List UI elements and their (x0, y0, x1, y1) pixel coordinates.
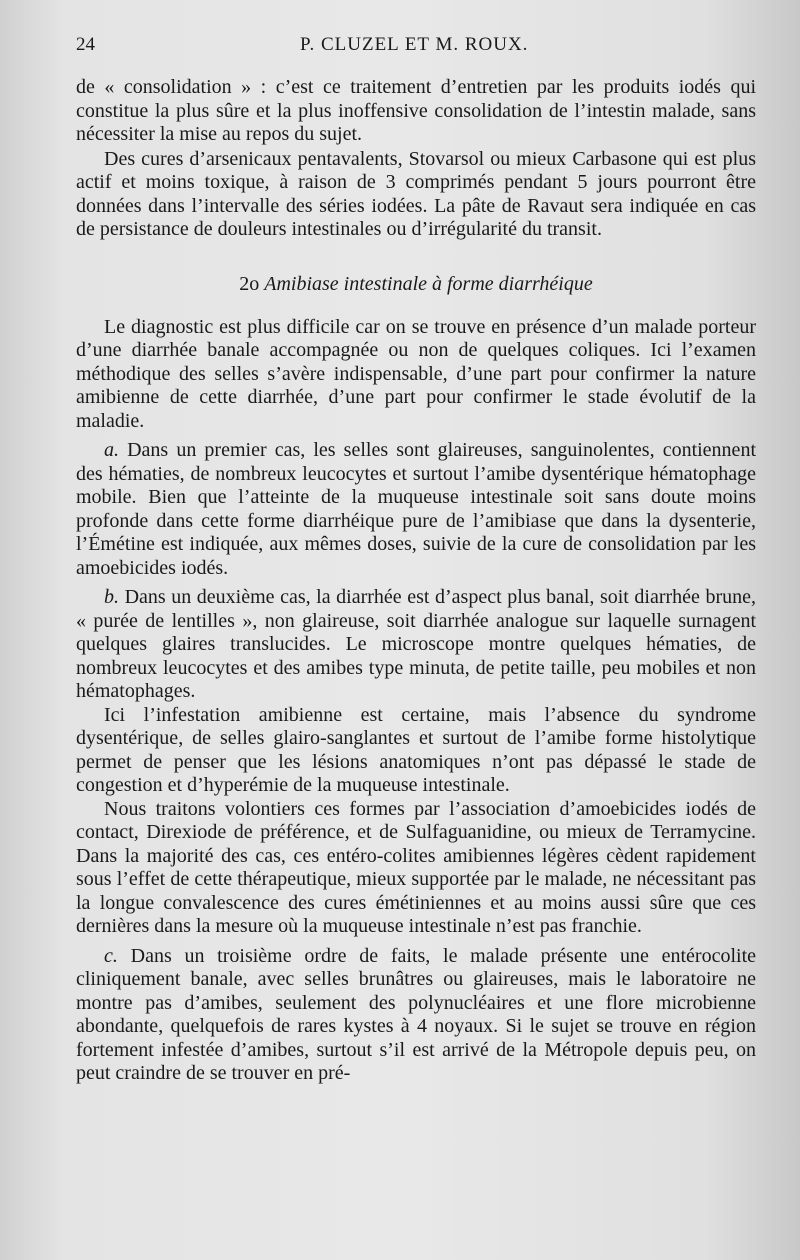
paragraph-case-c (76, 945, 756, 1086)
case-a-letter: a. (104, 439, 119, 461)
section-heading (76, 272, 756, 296)
paragraph-case-b (76, 586, 756, 704)
paragraph-arsenicaux: Des cures d’arsenicaux pentavalents, Stovarsol ou mieux Carbasone qui est plus actif et moins toxique, à raison de 3 comprimés pendant 5 jours pourront être données dans l’intervalle des séries iodées. La pâte de Ravaut sera indiquée en cas de persistance de douleurs intestinales ou d’irrégularité du transit. (76, 147, 756, 240)
paragraph-diagnostic: Le diagnostic est plus difficile car on se trouve en présence d’un malade porteur d’une diarrhée banale accompagnée ou non de quelques coliques. Ici l’examen méthodique des selles s’avère indispensable, d’une part pour confirmer la nature amibienne de cette diarrhée, d’une part pour confirmer le stade évolutif de la maladie. (76, 315, 756, 432)
section-number: 2o (239, 272, 260, 295)
body-text (76, 76, 756, 1086)
running-head: P. CLUZEL ET M. ROUX. (300, 34, 529, 55)
case-b-letter: b. (104, 586, 119, 608)
paragraph-consolidation: de « consolidation » : c’est ce traitement d’entretien par les produits iodés qui constitue la plus sûre et la plus inoffensive consolidation de l’intestin malade, sans nécessiter la mise au repos du sujet. (76, 76, 756, 145)
paragraph-infestation: Ici l’infestation amibienne est certaine, mais l’absence du syndrome dysentérique, de selles glairo-sanglantes et surtout de l’amibe forme histolytique permet de penser que les lésions anatomiques n’ont pas dépassé le stade de congestion et d’hyperémie de la muqueuse intestinale. (76, 703, 756, 796)
page-header (76, 34, 756, 60)
page-number: 24 (76, 34, 95, 55)
paragraph-traitement: Nous traitons volontiers ces formes par l’association d’amoebicides iodés de contact, Direxiode de préférence, et de Sulfaguanidine, ou mieux de Terramycine. Dans la majorité des cas, ces entéro-colites amibiennes légères cèdent rapidement sous l’effet de cette thérapeutique, mieux supportée par le malade, ne nécessitant pas la longue convalescence des cures émétiniennes et au moins aussi sûre que ces dernières dans la mesure où la muqueuse intestinale n’est pas franchie. (76, 797, 756, 937)
case-a-text: Dans un premier cas, les selles sont glaireuses, sanguinolentes, contiennent des hématies, de nombreux leucocytes et surtout l’amibe dysentérique hématophage mobile. Bien que l’atteinte de la muqueuse intestinale soit sans doute moins profonde dans cette forme diarrhéique pure de l’amibiase que dans la dysenterie, l’Émétine est indiquée, aux mêmes doses, suivie de la cure de consolidation par les amoebicides iodés. (76, 439, 756, 579)
case-c-letter: c. (104, 944, 118, 967)
section-title: Amibiase intestinale à forme diarrhéique (264, 272, 593, 295)
paragraph-case-a (76, 439, 756, 580)
case-b-text: Dans un deuxième cas, la diarrhée est d’aspect plus banal, soit diarrhée brune, « purée de lentilles », non glaireuse, soit diarrhée analogue sur laquelle surnagent quelques glaires translucides. Le microscope montre quelques hématies, de nombreux leucocytes et des amibes type minuta, de petite taille, peu mobiles et non hématophages. (76, 586, 757, 702)
case-c-text: Dans un troisième ordre de faits, le malade présente une entérocolite cliniquement banale, avec selles brunâtres ou glaireuses, mais le laboratoire ne montre pas d’amibes, seulement des polynucléaires et une flore microbienne abondante, quelquefois de rares kystes à 4 noyaux. Si le sujet se trouve en région fortement infestée d’amibes, surtout s’il est arrivé de la Métropole depuis peu, on peut craindre de se trouver en pré- (76, 944, 756, 1084)
